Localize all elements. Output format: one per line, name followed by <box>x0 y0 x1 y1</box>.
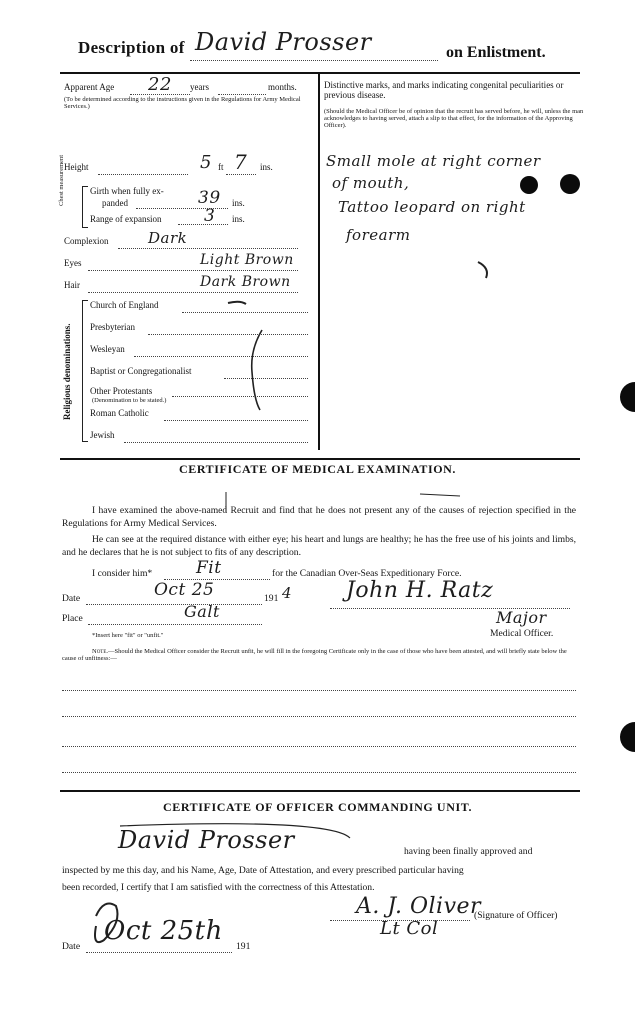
range-label: Range of expansion <box>90 214 162 224</box>
note-text: —Should the Medical Officer consider the Recruit unfit, he will fill in the foregoing Certificate only in the case of those who have been attested, and will briefly state below the cause of unfitness:— <box>62 648 567 662</box>
commanding-line-1: having been finally approved and <box>404 846 533 857</box>
girth-value: 39 <box>198 188 221 208</box>
medical-note <box>62 648 578 662</box>
medical-footnote: *Insert here "fit" or "unfit." <box>92 632 164 639</box>
medical-officer-signature: John H. Ratz <box>346 578 494 603</box>
girth-label-2: panded <box>102 198 128 208</box>
religion-item-5: (Denomination to be stated.) <box>92 397 167 404</box>
signature-label: (Signature of Officer) <box>474 910 558 921</box>
commanding-date-label: Date <box>62 941 81 952</box>
marks-line-3: Tattoo leopard on right <box>338 198 526 216</box>
commanding-line-2: inspected by me this day, and his Name, Age, Date of Attestation, and every prescribed particular having <box>62 865 464 876</box>
fit-value: Fit <box>196 558 222 578</box>
ft-label: ft <box>218 162 224 172</box>
place-label: Place <box>62 613 83 624</box>
religion-item-1: Presbyterian <box>90 322 135 332</box>
religion-item-4: Other Protestants <box>90 386 153 396</box>
complexion-label: Complexion <box>64 236 109 246</box>
girth-label-1: Girth when fully ex- <box>90 186 164 196</box>
marks-heading: Distinctive marks, and marks indicating congenital peculiarities or previous disease. <box>324 80 564 100</box>
age-label: Apparent Age <box>64 82 115 92</box>
medical-date-label: Date <box>62 593 81 604</box>
medical-year-hand: 4 <box>282 584 293 602</box>
commanding-heading: CERTIFICATE OF OFFICER COMMANDING UNIT. <box>162 800 473 814</box>
commanding-line-3: been recorded, I certify that I am satisfied with the correctness of this Attestation. <box>62 882 375 893</box>
commanding-officer-signature: A. J. Oliver <box>356 894 482 919</box>
hair-label: Hair <box>64 280 80 290</box>
medical-officer-label: Medical Officer. <box>490 628 554 639</box>
years-label: years <box>190 82 209 92</box>
recruit-name: David Prosser <box>195 28 372 56</box>
medical-date-value: Oct 25 <box>154 580 215 600</box>
commanding-date-value: Oct 25th <box>104 916 223 946</box>
religion-item-3: Baptist or Congregationalist <box>90 366 192 376</box>
marks-line-2: of mouth, <box>332 174 410 192</box>
place-value: Galt <box>184 602 220 621</box>
height-label: Height <box>64 162 89 172</box>
complexion-value: Dark <box>148 229 188 247</box>
consider-label: I consider him* <box>92 568 153 579</box>
eyes-label: Eyes <box>64 258 82 268</box>
age-value: 22 <box>148 74 172 95</box>
months-label: months. <box>268 82 297 92</box>
religion-group-label: Religious denominations. <box>62 323 72 420</box>
girth-ins-label: ins. <box>232 198 245 208</box>
medical-para-1: I have examined the above-named Recruit and find that he does not present any of the causes of rejection specified in the Regulations for Army Medical Services. <box>62 505 576 529</box>
consider-suffix: for the Canadian Over-Seas Expeditionary Force. <box>272 568 462 579</box>
religion-item-6: Roman Catholic <box>90 408 149 418</box>
religion-item-7: Jewish <box>90 430 115 440</box>
height-ins-label: ins. <box>260 162 273 172</box>
range-value: 3 <box>204 206 216 226</box>
header-title-left: Description of <box>78 38 185 57</box>
religion-item-0: Church of England <box>90 300 159 310</box>
range-ins-label: ins. <box>232 214 245 224</box>
height-feet: 5 <box>200 152 212 173</box>
marks-note: (Should the Medical Officer be of opinion that the recruit has served before, he will, unless the man acknowledges to having served, attach a slip to that effect, for the information of the Approving Officer). <box>324 108 584 129</box>
header-title-right: on Enlistment. <box>446 44 546 61</box>
height-inches: 7 <box>234 150 248 174</box>
hair-value: Dark Brown <box>200 274 291 290</box>
religion-item-2: Wesleyan <box>90 344 125 354</box>
commanding-year-printed: 191 <box>236 941 251 952</box>
commanding-officer-rank: Lt Col <box>380 918 439 939</box>
commanding-recruit-name: David Prosser <box>118 826 295 854</box>
age-note: (To be determined according to the instructions given in the Regulations for Army Medical Services.) <box>64 96 301 110</box>
scan-blot <box>560 174 580 194</box>
chest-group-label: Chest measurement <box>58 154 65 206</box>
marks-line-4: forearm <box>346 226 411 244</box>
medical-para-2: He can see at the required distance with either eye; his heart and lungs are healthy; he has the free use of his joints and limbs, and he declares that he is not subject to fits of any description. <box>62 534 576 558</box>
scan-blot <box>520 176 538 194</box>
note-label: Note. <box>92 648 109 655</box>
medical-officer-rank: Major <box>496 608 547 627</box>
eyes-value: Light Brown <box>200 252 294 268</box>
medical-year-printed: 191 <box>264 593 279 604</box>
medical-heading: CERTIFICATE OF MEDICAL EXAMINATION. <box>178 462 457 476</box>
marks-line-1: Small mole at right corner <box>326 152 541 170</box>
